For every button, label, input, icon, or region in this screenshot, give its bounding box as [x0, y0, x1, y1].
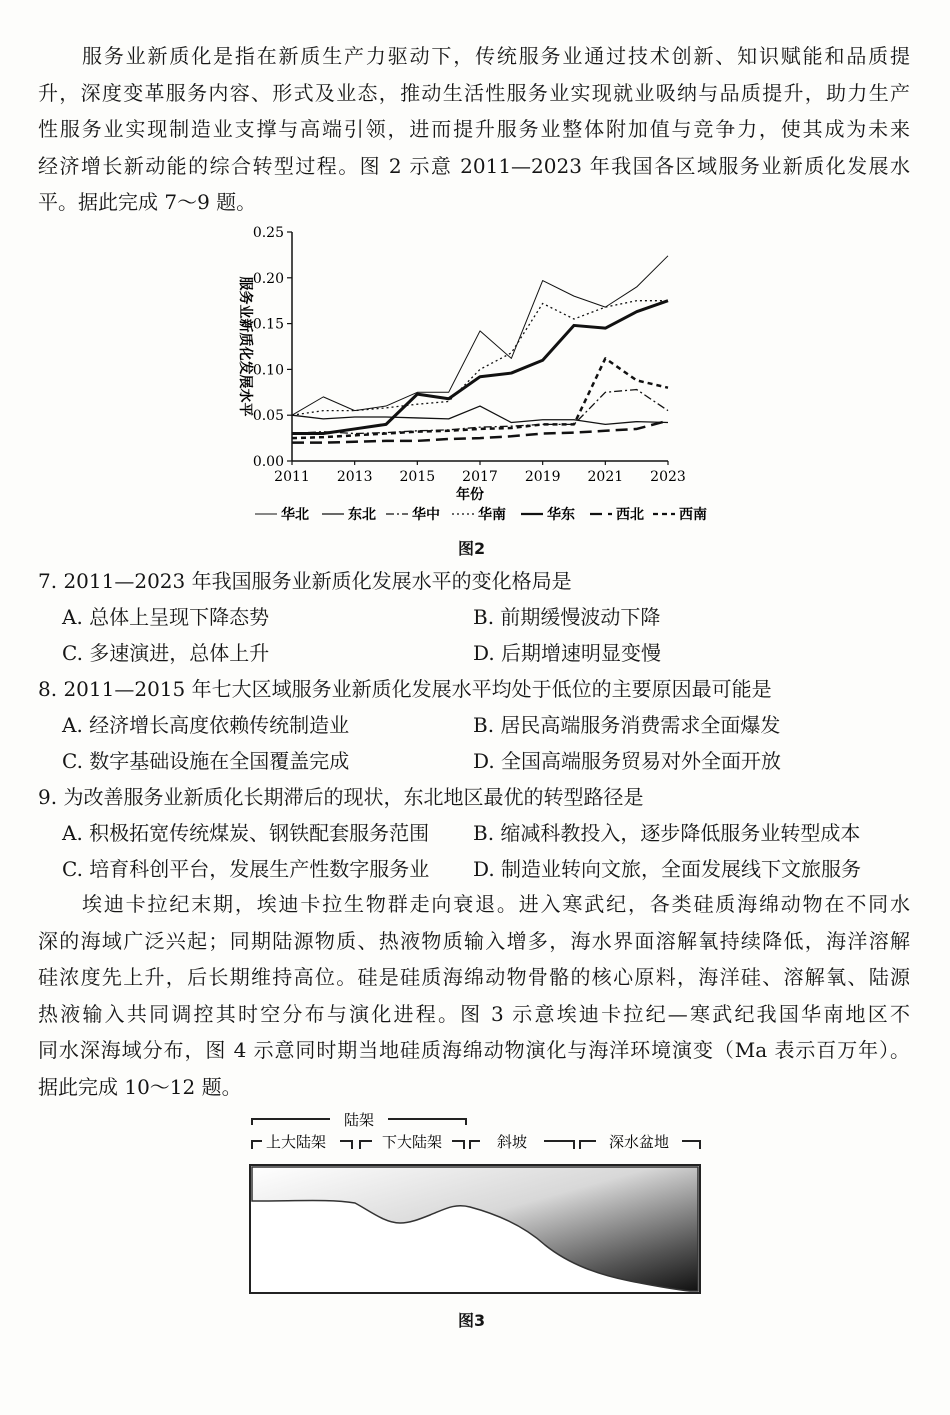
- legend-label-5: 华东: [547, 507, 575, 523]
- y-tick-label: 0.10: [252, 362, 284, 379]
- intro-line-3: 性服务业实现制造业支撑与高端引领，进而提升服务业整体附加值与竞争力，使其成为未来: [38, 117, 910, 141]
- para2-line-4: 热液输入共同调控其时空分布与演化进程。图 3 示意埃迪卡拉纪—寒武纪我国华南地区不: [38, 1001, 910, 1026]
- x-tick-label: 2019: [524, 469, 561, 485]
- question-9-stem: 9. 为改善服务业新质化长期滞后的现状，东北地区最优的转型路径是: [38, 785, 644, 809]
- series-line-1: [292, 256, 668, 415]
- question-8: [38, 671, 918, 779]
- figure3-water-depth-diagram: [0, 1105, 950, 1305]
- y-axis-label: 服务业新质化发展水平: [237, 276, 253, 417]
- q7-option-a[interactable]: A. 总体上呈现下降态势: [62, 605, 270, 629]
- figure2-caption: 图2: [458, 539, 486, 558]
- series-line-3: [292, 390, 668, 434]
- x-axis-label: 年份: [456, 487, 484, 503]
- para2-line-2: 深的海域广泛兴起；同期陆源物质、热液物质输入增多，海水界面溶解氧持续降低，海洋溶解: [38, 928, 910, 953]
- legend-label-6: 西北: [616, 507, 644, 523]
- q9-option-c[interactable]: C. 培育科创平台，发展生产性数字服务业: [62, 857, 430, 881]
- y-tick-label: 0.20: [252, 270, 284, 287]
- zone-label-basin: 深水盆地: [608, 1133, 670, 1151]
- para2-line-1: 埃迪卡拉纪末期，埃迪卡拉生物群走向衰退。进入寒武纪，各类硅质海绵动物在不同水: [82, 892, 910, 916]
- question-7: [38, 563, 918, 671]
- q7-option-c[interactable]: C. 多速演进，总体上升: [62, 641, 270, 665]
- q8-option-b[interactable]: B. 居民高端服务消费需求全面爆发: [473, 713, 781, 737]
- sponge-paragraph: [38, 886, 910, 1105]
- y-tick-label: 0.25: [252, 225, 284, 241]
- figure3-caption: 图3: [458, 1311, 486, 1330]
- intro-paragraph: [38, 38, 910, 221]
- x-tick-label: 2023: [650, 469, 686, 485]
- x-tick-label: 2017: [462, 469, 498, 485]
- question-7-stem: 7. 2011—2023 年我国服务业新质化发展水平的变化格局是: [38, 569, 572, 593]
- para2-line-6: 据此完成 10～12 题。: [38, 1074, 242, 1099]
- q8-option-c[interactable]: C. 数字基础设施在全国覆盖完成: [62, 749, 350, 773]
- para2-line-3: 硅浓度先上升，后长期维持高位。硅是硅质海绵动物骨骼的核心原料，海洋硅、溶解氧、陆源: [38, 965, 910, 989]
- intro-line-1: 服务业新质化是指在新质生产力驱动下，传统服务业通过技术创新、知识赋能和品质提: [82, 44, 910, 68]
- intro-line-5: 平。据此完成 7～9 题。: [38, 190, 257, 214]
- x-tick-label: 2011: [274, 469, 310, 485]
- legend-label-3: 华中: [412, 507, 440, 523]
- legend-label-1: 华北: [281, 507, 309, 523]
- para2-line-5: 同水深海域分布，图 4 示意同时期当地硅质海绵动物演化与海洋环境演变（Ma 表示百万年）。: [38, 1038, 910, 1062]
- question-8-stem: 8. 2011—2015 年七大区域服务业新质化发展水平均处于低位的主要原因最可能是: [38, 677, 772, 701]
- q9-option-a[interactable]: A. 积极拓宽传统煤炭、钢铁配套服务范围: [62, 821, 430, 845]
- intro-line-4: 经济增长新动能的综合转型过程。图 2 示意 2011—2023 年我国各区域服务业新质化发展水: [38, 153, 910, 178]
- q9-option-b[interactable]: B. 缩减科教投入，逐步降低服务业转型成本: [473, 821, 861, 845]
- legend-label-4: 华南: [478, 507, 506, 523]
- q7-option-d[interactable]: D. 后期增速明显变慢: [473, 641, 662, 665]
- zone-label-slope: 斜坡: [496, 1133, 528, 1151]
- legend-label-2: 东北: [348, 507, 376, 523]
- series-line-5: [292, 301, 668, 434]
- question-9: [38, 779, 918, 887]
- shelf-label: 陆架: [343, 1111, 375, 1129]
- q8-option-d[interactable]: D. 全国高端服务贸易对外全面开放: [473, 749, 782, 773]
- x-tick-label: 2015: [399, 469, 436, 485]
- y-tick-label: 0.00: [252, 454, 284, 470]
- x-tick-label: 2021: [587, 469, 624, 485]
- legend-label-7: 西南: [679, 507, 707, 523]
- series-line-2: [292, 406, 668, 424]
- y-tick-label: 0.15: [252, 316, 284, 333]
- x-tick-label: 2013: [336, 469, 373, 485]
- q9-option-d[interactable]: D. 制造业转向文旅，全面发展线下文旅服务: [473, 857, 862, 881]
- y-tick-label: 0.05: [252, 408, 284, 425]
- q8-option-a[interactable]: A. 经济增长高度依赖传统制造业: [62, 713, 350, 737]
- series-line-7: [292, 358, 668, 438]
- series-line-4: [292, 301, 668, 416]
- zone-label-lower-shelf: 下大陆架: [381, 1133, 443, 1151]
- figure2-line-chart: [0, 220, 950, 540]
- intro-line-2: 升，深度变革服务内容、形式及业态，推动生活性服务业实现就业吸纳与品质提升，助力生产: [38, 80, 910, 105]
- zone-label-upper-shelf: 上大陆架: [265, 1133, 327, 1151]
- q7-option-b[interactable]: B. 前期缓慢波动下降: [473, 605, 661, 629]
